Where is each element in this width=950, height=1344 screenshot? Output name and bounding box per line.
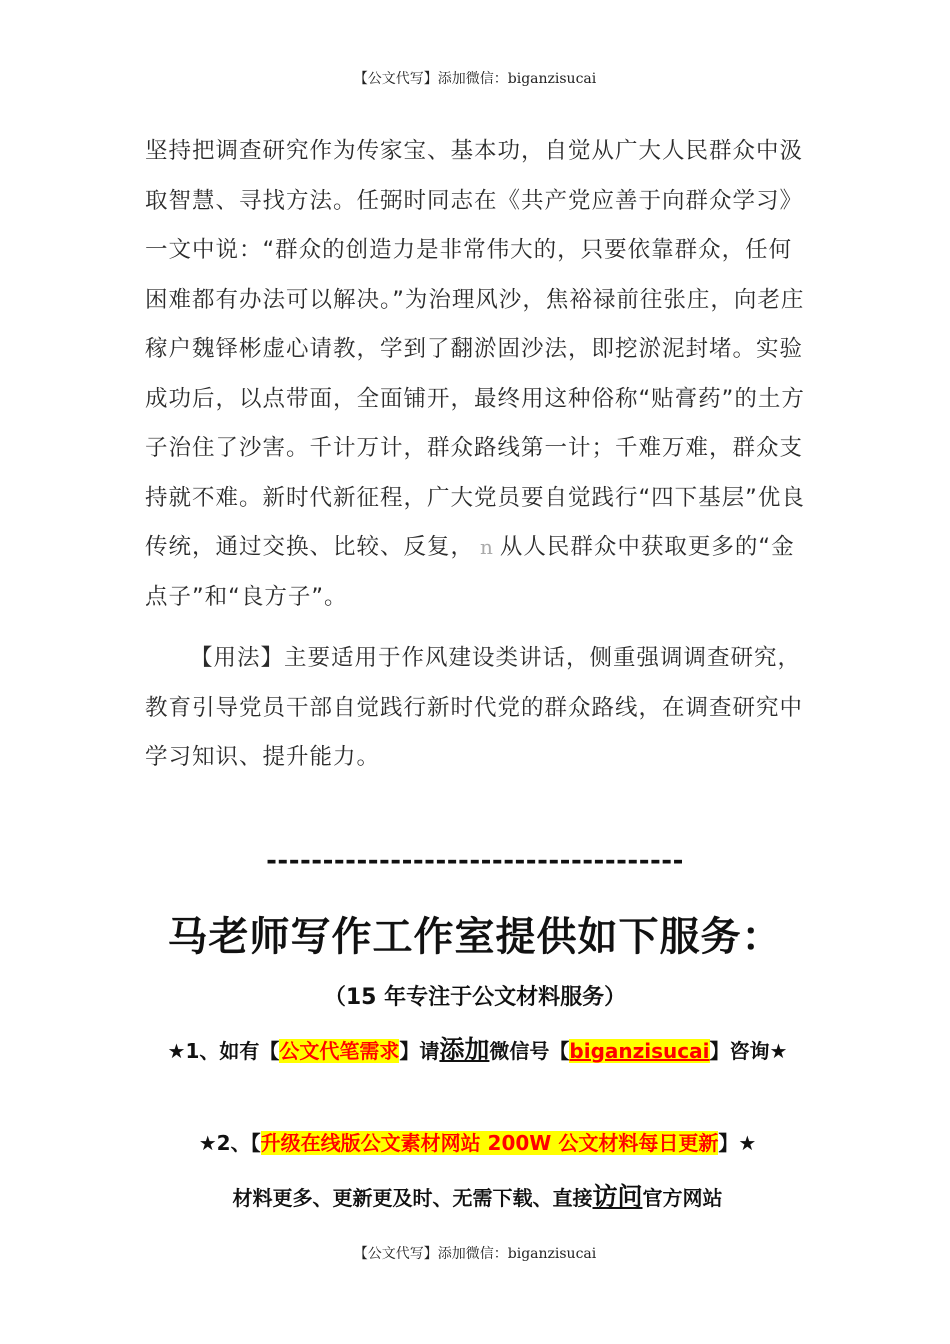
visit-emphasis: 访问 bbox=[592, 1182, 643, 1211]
promo-title: 马老师写作工作室提供如下服务： bbox=[167, 914, 783, 960]
promo-item-2-prefix: ★2、【 bbox=[198, 1131, 261, 1155]
page-footer: 【公文代写】添加微信：biganzisucai bbox=[353, 1246, 597, 1262]
paragraph-main-tail: 从人民群众中获取更多的“金点子”和“良方子”。 bbox=[145, 534, 795, 610]
paragraph-usage: 【用法】主要适用于作风建设类讲话，侧重强调调查研究，教育引导党员干部自觉践行新时代党的群众路线，在调查研究中学习知识、提升能力。 bbox=[145, 645, 804, 770]
promo-item-3-suffix: 官方网站 bbox=[642, 1186, 723, 1210]
paragraph-main bbox=[145, 127, 810, 622]
promo-subtitle: （15 年专注于公文材料服务） bbox=[323, 985, 627, 1010]
stray-character: n bbox=[480, 535, 494, 559]
promo-item-1-text: 】请 bbox=[399, 1039, 440, 1063]
promo-item-1-suffix: 】咨询★ bbox=[709, 1039, 788, 1063]
add-emphasis: 添加 bbox=[439, 1035, 490, 1064]
promo-item-2 bbox=[145, 1120, 810, 1166]
page-header: 【公文代写】添加微信：biganzisucai bbox=[353, 71, 597, 87]
promo-item-1-wechat-label: 微信号【 bbox=[489, 1039, 570, 1063]
wechat-id: biganzisucai bbox=[569, 1039, 710, 1063]
separator-line: ------------------------------------- bbox=[266, 846, 684, 876]
highlight-website: 升级在线版公文素材网站 200W 公文材料每日更新 bbox=[260, 1131, 719, 1155]
promo-item-1-prefix: ★1、如有【 bbox=[167, 1039, 280, 1063]
promo-item-1 bbox=[145, 1027, 810, 1074]
promo-item-3-text: 材料更多、更新更及时、无需下载、直接 bbox=[232, 1186, 593, 1210]
paragraph-main-text: 坚持把调查研究作为传家宝、基本功，自觉从广大人民群众中汲取智慧、寻找方法。任弼时同志在《共产党应善于向群众学习》一文中说：“群众的创造力是非常伟大的，只要依靠群众，任何困难都有办法可以解决。”为治理风沙，焦裕禄前往张庄，向老庄稼户魏铎彬虚心请教，学到了翻淤固沙法，即挖淤泥封堵。实验成功后，以点带面，全面铺开，最终用这种俗称“贴膏药”的土方子治住了沙害。千计万计，群众路线第一计；千难万难，群众支持就不难。新时代新征程，广大党员要自觉践行“四下基层”优良传统，通过交换、比较、反复， bbox=[145, 138, 805, 560]
highlight-ghostwriting: 公文代笔需求 bbox=[279, 1039, 400, 1063]
body-text bbox=[145, 127, 810, 783]
promo-item-3 bbox=[145, 1174, 810, 1221]
promo-item-2-suffix: 】★ bbox=[718, 1131, 757, 1155]
